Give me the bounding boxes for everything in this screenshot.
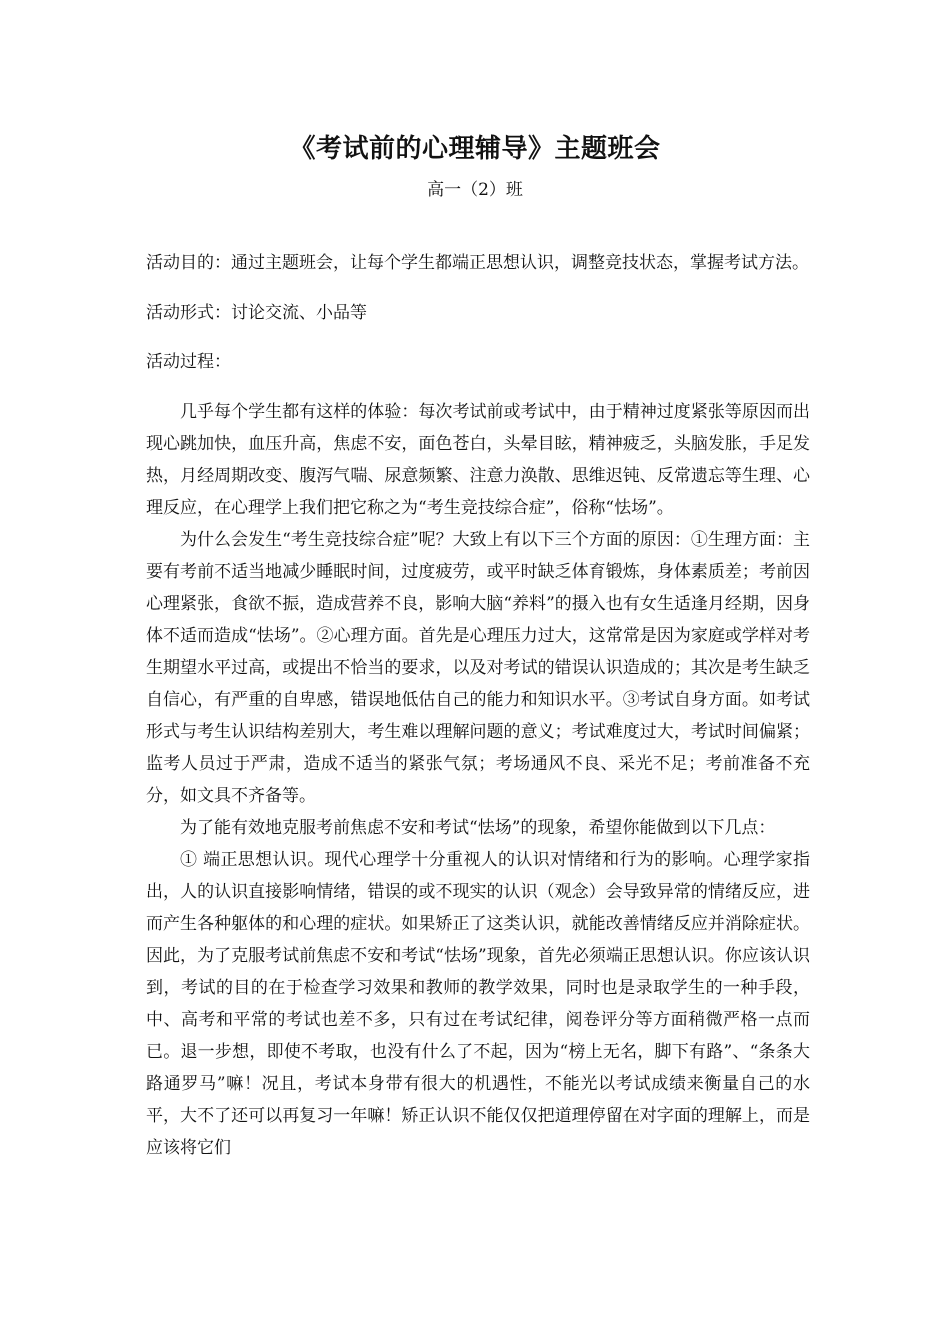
activity-form-label: 活动形式： <box>146 303 231 323</box>
activity-purpose <box>146 250 810 277</box>
document-body <box>146 396 810 1164</box>
body-paragraph: 为什么会发生“考生竞技综合症”呢？大致上有以下三个方面的原因：①生理方面：主要有考前不适当地减少睡眠时间，过度疲劳，或平时缺乏体育锻炼，身体素质差；考前因心理紧张，食欲不振，造成营养不良，影响大脑“养料”的摄入也有女生适逢月经期，因身体不适而造成“怯场”。②心理方面。首先是心理压力过大，这常常是因为家庭或学样对考生期望水平过高，或提出不恰当的要求，以及对考试的错误认识造成的；其次是考生缺乏自信心，有严重的自卑感，错误地低估自己的能力和知识水平。③考试自身方面。如考试形式与考生认识结构差别大，考生难以理解问题的意义；考试难度过大，考试时间偏紧；监考人员过于严肃，造成不适当的紧张气氛；考场通风不良、采光不足；考前准备不充分，如文具不齐备等。 <box>146 530 810 806</box>
activity-form <box>146 300 810 327</box>
activity-process-label: 活动过程： <box>146 352 231 372</box>
body-paragraph: 几乎每个学生都有这样的体验：每次考试前或考试中，由于精神过度紧张等原因而出现心跳加快，血压升高，焦虑不安，面色苍白，头晕目眩，精神疲乏，头脑发胀，手足发热，月经周期改变、腹泻气喘、尿意频繁、注意力涣散、思维迟钝、反常遗忘等生理、心理反应，在心理学上我们把它称之为“考生竞技综合症”，俗称“怯场”。 <box>146 402 810 518</box>
activity-purpose-label: 活动目的： <box>146 253 231 273</box>
document-title: 《考试前的心理辅导》主题班会 <box>289 134 661 164</box>
body-paragraph: 为了能有效地克服考前焦虑不安和考试“怯场”的现象，希望你能做到以下几点： <box>180 818 776 838</box>
document-subtitle: 高一（2）班 <box>427 180 523 200</box>
activity-purpose-text: 通过主题班会，让每个学生都端正思想认识，调整竞技状态，掌握考试方法。 <box>231 253 809 273</box>
body-paragraph: ① 端正思想认识。现代心理学十分重视人的认识对情绪和行为的影响。心理学家指出，人的认识直接影响情绪，错误的或不现实的认识（观念）会导致异常的情绪反应，进而产生各种躯体的和心理的症状。如果矫正了这类认识，就能改善情绪反应并消除症状。因此，为了克服考试前焦虑不安和考试“怯场”现象，首先必须端正思想认识。你应该认识到，考试的目的在于检查学习效果和教师的教学效果，同时也是录取学生的一种手段，中、高考和平常的考试也差不多，只有过在考试纪律，阅卷评分等方面稍微严格一点而已。退一步想，即使不考取，也没有什么了不起，因为“榜上无名，脚下有路”、“条条大路通罗马”嘛！况且，考试本身带有很大的机遇性，不能光以考试成绩来衡量自己的水平，大不了还可以再复习一年嘛！矫正认识不能仅仅把道理停留在对字面的理解上，而是应该将它们 <box>146 850 810 1158</box>
activity-form-text: 讨论交流、小品等 <box>231 303 367 323</box>
